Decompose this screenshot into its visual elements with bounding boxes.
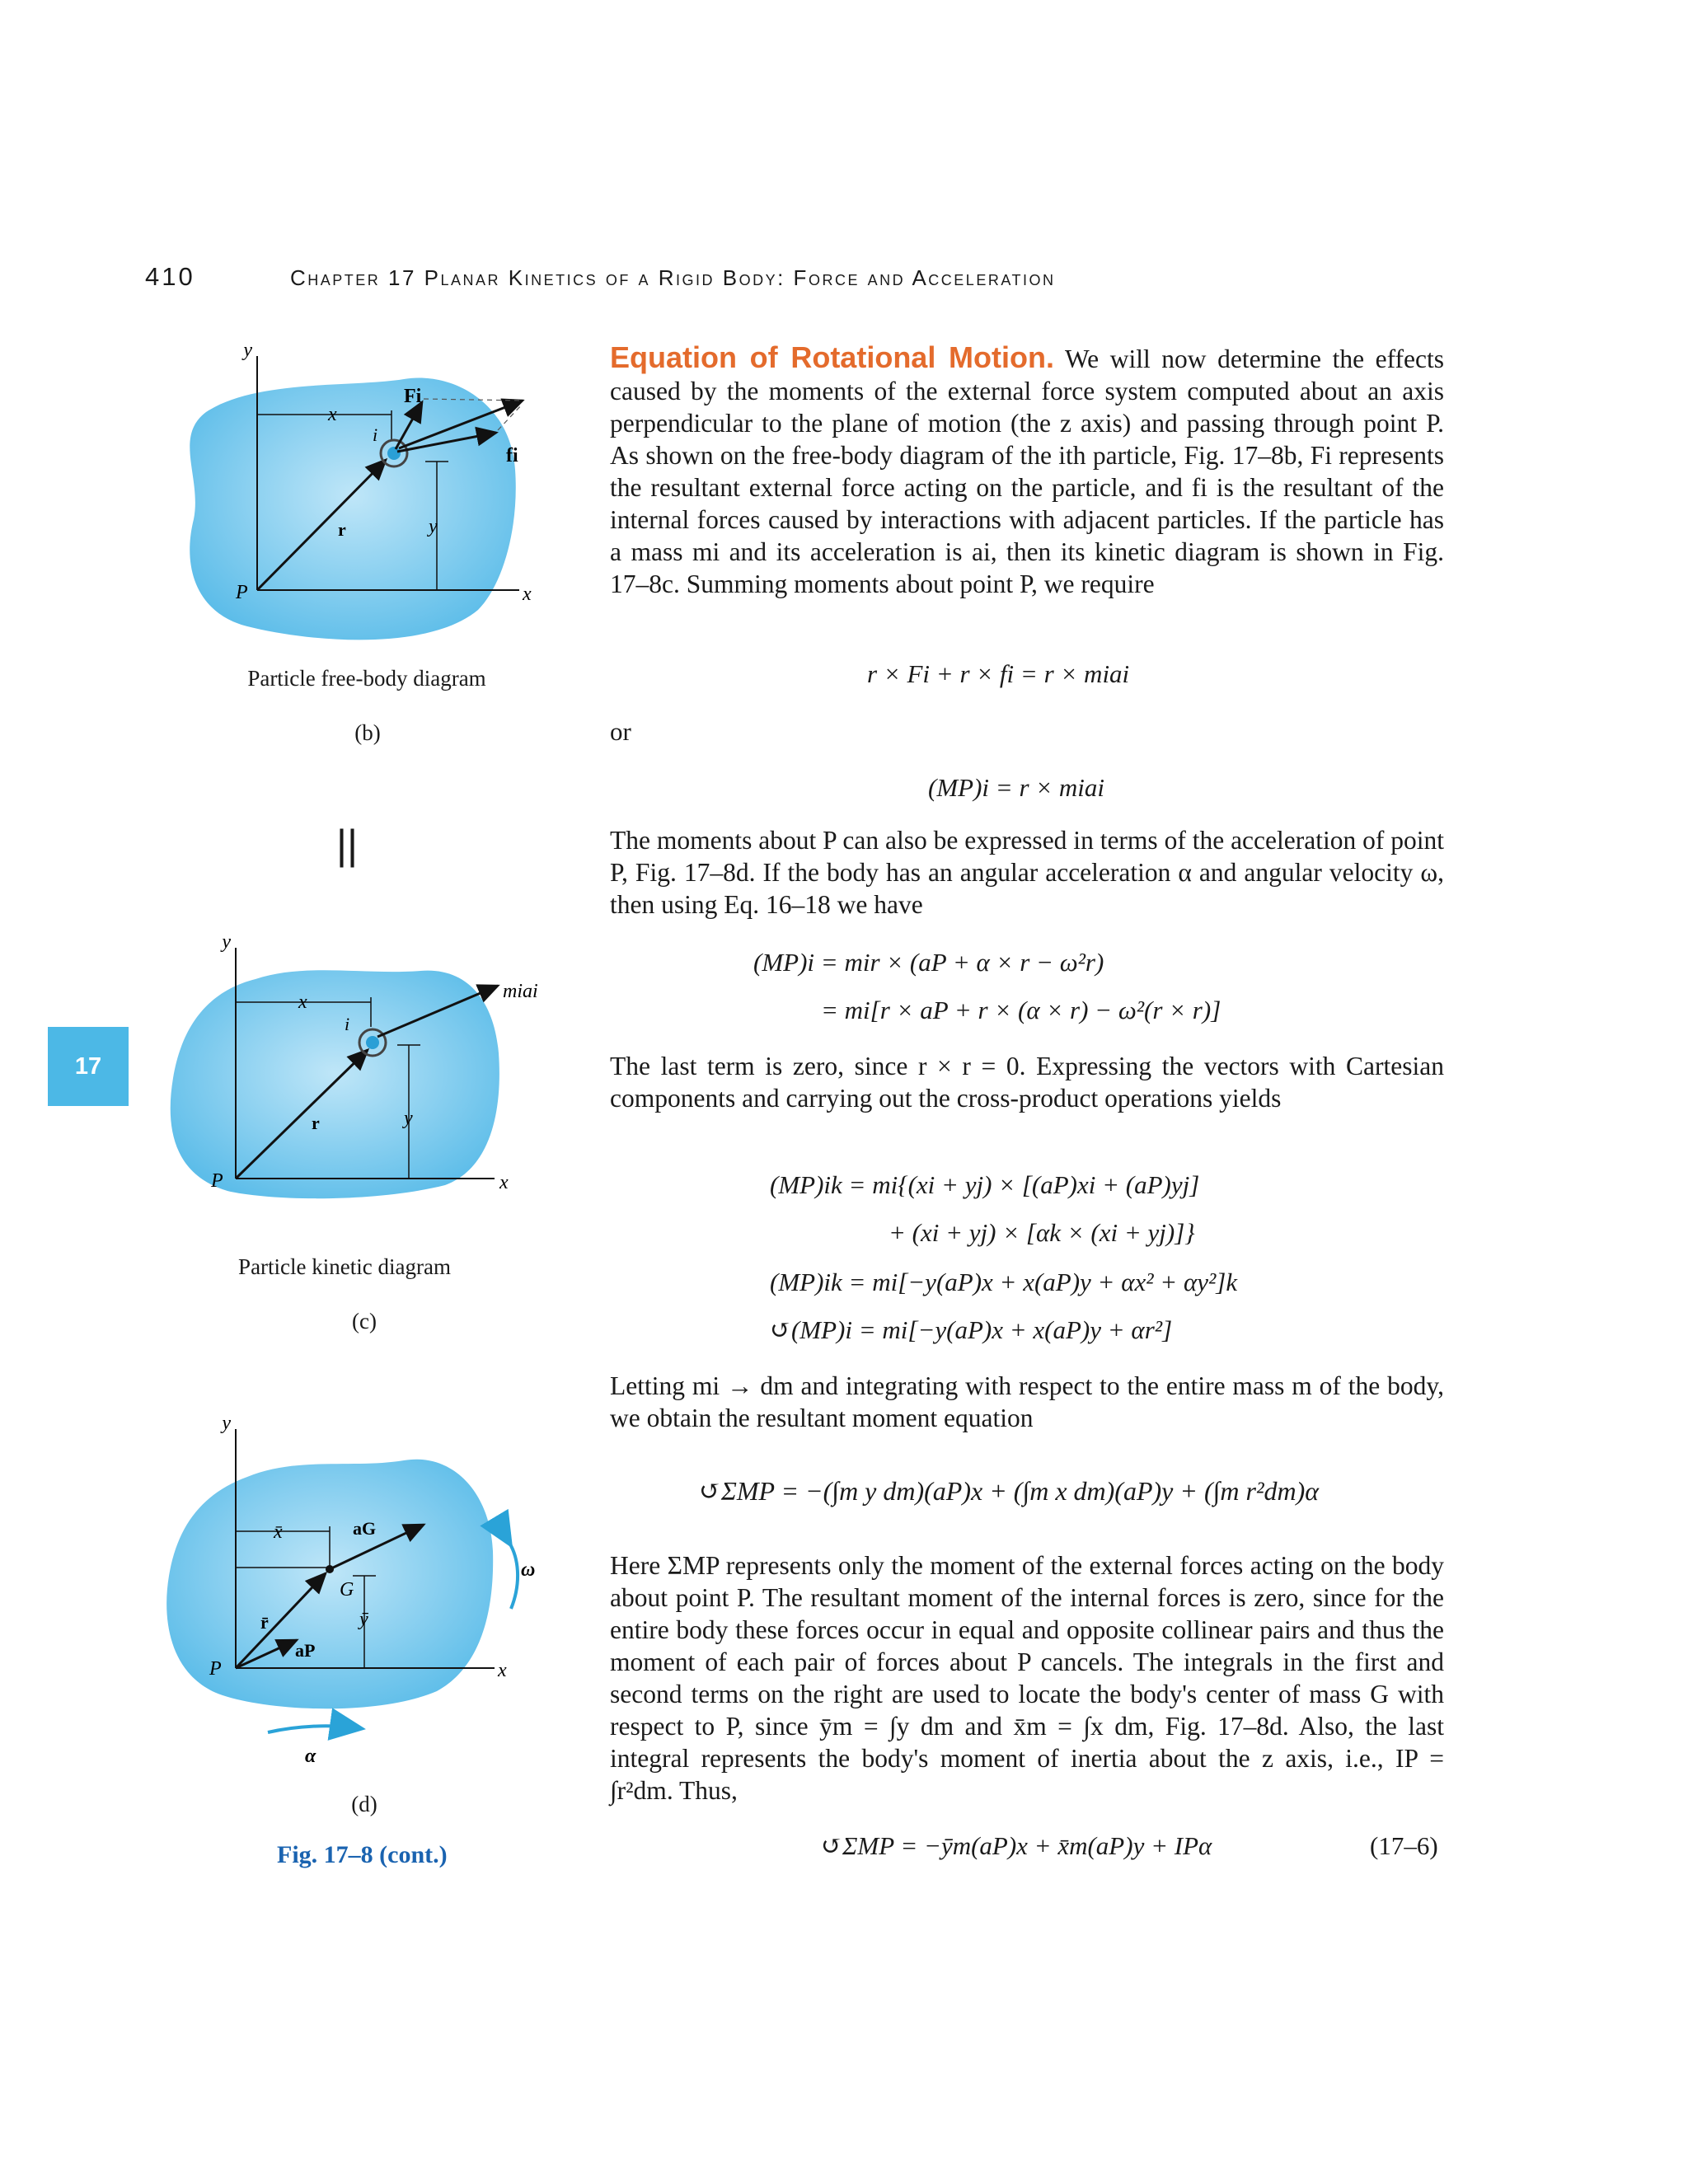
equation-3a: (MP)i = mir × (aP + α × r − ω²r) xyxy=(753,948,1104,977)
figure-c-sublabel: (c) xyxy=(352,1309,377,1333)
x-dim-label: x xyxy=(328,404,337,425)
omega-label: ω xyxy=(521,1559,536,1581)
equation-6-number: (17–6) xyxy=(1370,1831,1438,1860)
figure-b-sublabel: (b) xyxy=(354,720,381,745)
figure-c-kinetic-diagram xyxy=(157,930,552,1210)
ybar-label: ȳ xyxy=(359,1609,368,1630)
paragraph-2: The moments about P can also be expressed in terms of the acceleration of point P, Fig. 17–8d. If the body has an angular acceleration α and angular velocity ω, then using Eq. 16–18 we have xyxy=(610,826,1444,919)
paragraph-3: The last term is zero, since r × r = 0. Expressing the vectors with Cartesian components and carrying out the cross-product operations yields xyxy=(610,1052,1444,1113)
miai-label: miai xyxy=(503,981,538,1002)
paragraph-4: Letting mi → dm and integrating with respect to the entire mass m of the body, we obtain the resultant moment equation xyxy=(610,1371,1444,1432)
alpha-arrow xyxy=(268,1726,359,1732)
equation-6: ↺ΣMP = −ȳm(aP)x + x̄m(aP)y + IPα xyxy=(821,1831,1212,1860)
y-axis-label: y xyxy=(222,1413,231,1434)
section-heading: Equation of Rotational Motion. xyxy=(610,340,1054,374)
equation-4c: (MP)ik = mi[−y(aP)x + x(aP)y + αx² + αy²]k xyxy=(770,1268,1238,1296)
page-number: 410 xyxy=(145,262,195,291)
equation-1: r × Fi + r × fi = r × miai xyxy=(867,659,1130,688)
i-label: i xyxy=(345,1014,350,1034)
y-axis-label: y xyxy=(222,931,231,953)
P-label: P xyxy=(211,1170,223,1192)
paragraph-1-text: We will now determine the effects caused by the moments of the external force system computed about an axis perpendicular to the plane of motion (the z axis) and passing through point P. As shown on the free-body diagram of the ith particle, Fig. 17–8b, Fi represents the resultant external force acting on the particle, and fi is the resultant of the internal forces caused by interactions with adjacent particles. If the particle has a mass mi and its acceleration is ai, then its kinetic diagram is shown in Fig. 17–8c. Summing moments about point P, we require xyxy=(610,344,1444,598)
center-of-mass-G xyxy=(326,1565,334,1573)
aP-label: aP xyxy=(295,1640,316,1661)
figure-label: Fig. 17–8 (cont.) xyxy=(277,1841,448,1868)
x-dim-label: x xyxy=(298,991,307,1013)
figure-b-free-body-diagram xyxy=(157,338,552,668)
rbar-label: r̄ xyxy=(260,1612,269,1633)
y-dim-label: y xyxy=(429,516,438,537)
particle-i xyxy=(387,447,401,460)
particle-i xyxy=(366,1036,379,1049)
fi-label: fi xyxy=(506,445,518,466)
equation-3b: = mi[r × aP + r × (α × r) − ω²(r × r)] xyxy=(821,996,1221,1024)
x-axis-label: x xyxy=(499,1172,509,1193)
rigid-body-shape xyxy=(171,970,499,1198)
figure-d-sublabel: (d) xyxy=(351,1792,377,1816)
aG-label: aG xyxy=(353,1518,377,1539)
chapter-tab: 17 xyxy=(48,1027,129,1106)
equation-5: ↺ΣMP = −(∫m y dm)(aP)x + (∫m x dm)(aP)y + (∫m r²dm)α xyxy=(699,1476,1320,1506)
equation-4a: (MP)ik = mi{(xi + yj) × [(aP)xi + (aP)yj] xyxy=(770,1170,1200,1199)
Fi-label: Fi xyxy=(404,386,422,407)
equals-sign: || xyxy=(336,822,358,868)
chapter-title: Chapter 17 Planar Kinetics of a Rigid Body: Force and Acceleration xyxy=(290,265,1056,290)
equation-4d: ↺(MP)i = mi[−y(aP)x + x(aP)y + αr²] xyxy=(770,1315,1173,1344)
G-label: G xyxy=(340,1579,354,1601)
figure-c-caption: Particle kinetic diagram xyxy=(238,1254,451,1279)
x-axis-label: x xyxy=(498,1660,507,1681)
or-text: or xyxy=(610,717,631,746)
r-label: r xyxy=(338,519,346,540)
P-label: P xyxy=(236,582,248,603)
alpha-label: α xyxy=(305,1746,316,1765)
r-label: r xyxy=(312,1113,320,1133)
equation-4b: + (xi + yj) × [αk × (xi + yj)]} xyxy=(889,1218,1195,1247)
omega-arrow xyxy=(509,1543,518,1609)
y-axis-label: y xyxy=(243,340,252,361)
paragraph-1 xyxy=(610,341,1444,600)
x-axis-label: x xyxy=(523,583,532,605)
figure-b-caption: Particle free-body diagram xyxy=(247,666,486,691)
xbar-label: x̄ xyxy=(274,1521,283,1543)
equation-2: (MP)i = r × miai xyxy=(928,773,1105,802)
paragraph-5: Here ΣMP represents only the moment of the external forces acting on the body about point P. The resultant moment of the internal forces is zero, since for the entire body these forces occur in equal and opposite collinear pairs and thus the moment of each pair of forces about P cancels. The integrals in the first and second terms on the right are used to locate the body's center of mass G with respect to P, since ȳm = ∫y dm and x̄m = ∫x dm, Fig. 17–8d. Also, the last integral represents the body's moment of inertia about the z axis, i.e., IP = ∫r²dm. Thus, xyxy=(610,1551,1444,1805)
y-dim-label: y xyxy=(404,1108,413,1129)
P-label: P xyxy=(209,1658,222,1680)
figure-d-rigid-body xyxy=(157,1411,552,1765)
i-label: i xyxy=(373,424,378,445)
